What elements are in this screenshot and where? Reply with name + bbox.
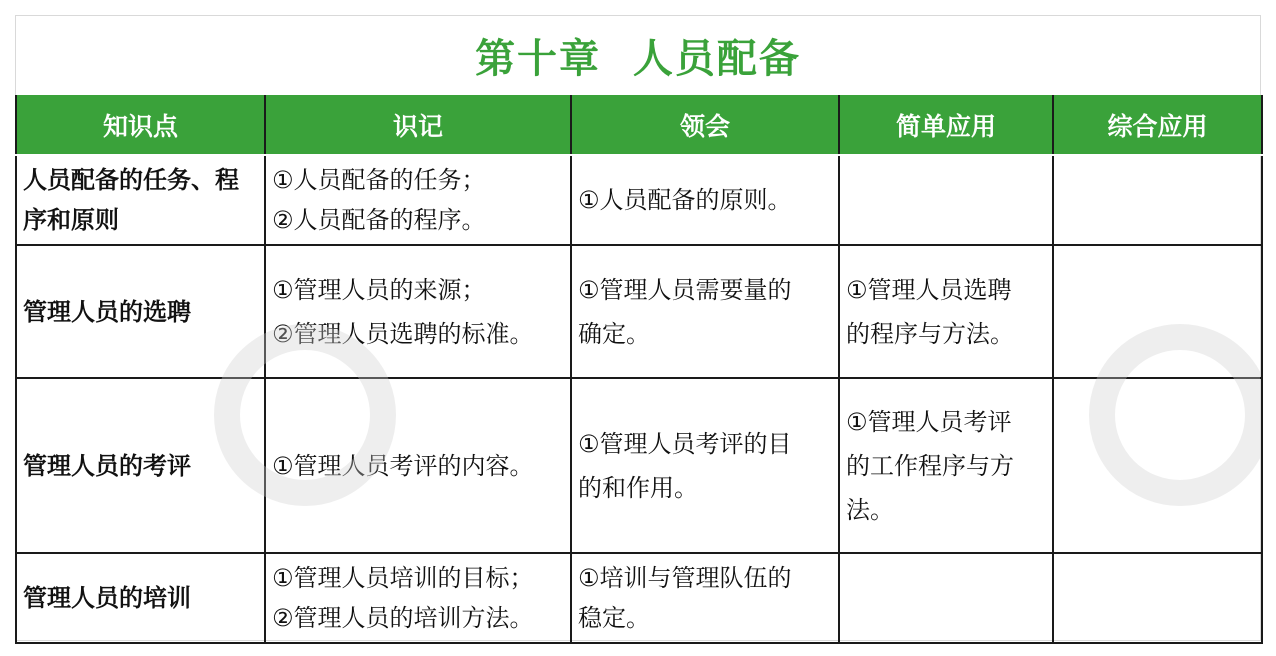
cell-text: ①管理人员培训的目标；	[272, 564, 534, 592]
cell-text: ①人员配备的原则。	[578, 186, 792, 214]
cell-text: 的程序与方法。	[846, 319, 1014, 348]
cell-text: ①人员配备的任务；	[272, 166, 486, 194]
simple-application-cell	[839, 155, 1053, 245]
cell-text: ①管理人员选聘	[846, 275, 1012, 304]
knowledge-point-cell	[16, 155, 265, 245]
page-title: 第十章 人员配备	[475, 35, 801, 82]
syllabus-table	[15, 95, 1263, 644]
table-row	[16, 553, 1262, 643]
comprehend-cell	[571, 245, 839, 378]
table-row	[16, 245, 1262, 378]
memorize-cell	[265, 155, 571, 245]
comprehensive-application-cell	[1053, 378, 1262, 553]
cell-text: 稳定。	[578, 604, 650, 632]
knowledge-point-cell	[16, 378, 265, 553]
cell-text: 管理人员的选聘	[23, 297, 191, 326]
cell-text: ①管理人员的来源；	[272, 275, 486, 304]
cell-text: 序和原则	[23, 206, 119, 234]
cell-text: 管理人员的考评	[23, 451, 191, 480]
comprehend-cell	[571, 155, 839, 245]
cell-text: 确定。	[578, 319, 650, 348]
table-row	[16, 378, 1262, 553]
memorize-cell	[265, 378, 571, 553]
comprehensive-application-cell	[1053, 245, 1262, 378]
cell-text: 的工作程序与方	[846, 451, 1014, 480]
cell-text: 的和作用。	[578, 473, 698, 502]
comprehensive-application-cell	[1053, 553, 1262, 643]
cell-text: ①管理人员需要量的	[578, 275, 792, 304]
table-row	[16, 155, 1262, 245]
cell-text: 人员配备的任务、程	[23, 166, 239, 194]
cell-text: ②管理人员选聘的标准。	[272, 319, 534, 348]
comprehend-cell	[571, 553, 839, 643]
column-header-simple-application: 简单应用	[839, 95, 1053, 155]
column-header-comprehend: 领会	[571, 95, 839, 155]
column-header-memorize: 识记	[265, 95, 571, 155]
memorize-cell	[265, 553, 571, 643]
cell-text: ①管理人员考评	[846, 407, 1012, 436]
column-header-knowledge-point: 知识点	[16, 95, 265, 155]
knowledge-point-cell	[16, 245, 265, 378]
comprehensive-application-cell	[1053, 155, 1262, 245]
cell-text: 法。	[846, 495, 894, 524]
cell-text: ②管理人员的培训方法。	[272, 604, 534, 632]
simple-application-cell	[839, 378, 1053, 553]
cell-text: ①管理人员考评的目	[578, 429, 792, 458]
cell-text: ①管理人员考评的内容。	[272, 451, 534, 480]
comprehend-cell	[571, 378, 839, 553]
simple-application-cell	[839, 245, 1053, 378]
table-header-row	[16, 95, 1262, 155]
memorize-cell	[265, 245, 571, 378]
title-row	[16, 16, 1260, 94]
column-header-comprehensive-application: 综合应用	[1053, 95, 1262, 155]
knowledge-point-cell	[16, 553, 265, 643]
cell-text: ②人员配备的程序。	[272, 206, 486, 234]
cell-text: ①培训与管理队伍的	[578, 564, 792, 592]
simple-application-cell	[839, 553, 1053, 643]
cell-text: 管理人员的培训	[23, 584, 191, 612]
